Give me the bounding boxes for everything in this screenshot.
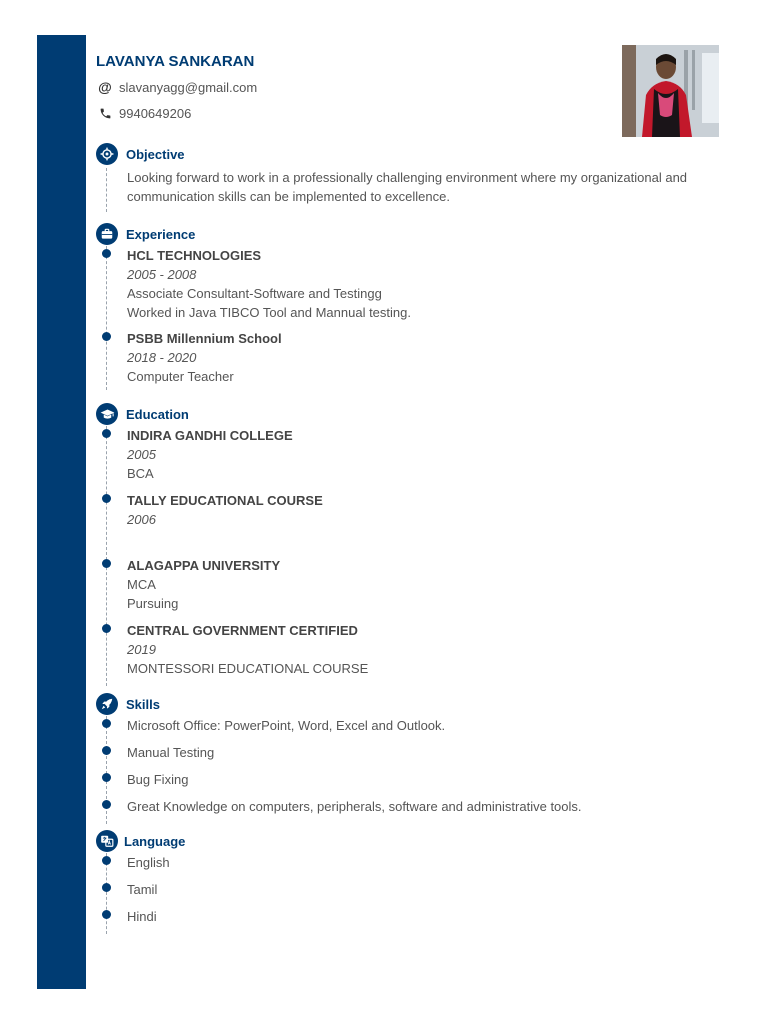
email-text[interactable]: slavanyagg@gmail.com (119, 79, 258, 95)
education-heading (96, 402, 368, 426)
timeline-dot (102, 494, 111, 503)
language-item (96, 853, 185, 880)
timeline-dot (102, 773, 111, 782)
objective-section (96, 142, 725, 212)
education-item (96, 556, 368, 621)
skills-section (96, 692, 582, 824)
language-item (96, 880, 185, 907)
timeline-dot (102, 249, 111, 258)
language-item (96, 907, 185, 934)
language-text: Tamil (127, 882, 158, 897)
timeline-dot (102, 559, 111, 568)
skill-item (96, 716, 582, 743)
language-text: Hindi (127, 909, 157, 924)
education-org: TALLY EDUCATIONAL COURSE (127, 493, 323, 508)
language-heading (96, 829, 185, 853)
timeline-dot (102, 624, 111, 633)
rocket-icon (96, 693, 118, 715)
timeline-dot (102, 856, 111, 865)
experience-heading (96, 222, 411, 246)
timeline-dot (102, 800, 111, 809)
skill-item (96, 797, 582, 824)
skill-item (96, 770, 582, 797)
timeline-dot (102, 746, 111, 755)
education-section (96, 402, 368, 686)
experience-item (96, 329, 411, 390)
education-title: Education (126, 406, 189, 422)
skill-text: Manual Testing (127, 745, 215, 760)
resume-header (96, 50, 257, 126)
language-title: Language (124, 833, 186, 849)
education-item (96, 621, 368, 686)
skill-text: Microsoft Office: PowerPoint, Word, Excel and Outlook. (127, 718, 446, 733)
skill-item (96, 743, 582, 770)
candidate-name: LAVANYA SANKARAN (96, 53, 255, 70)
experience-desc: Worked in Java TIBCO Tool and Mannual testing. (127, 305, 411, 320)
education-org: ALAGAPPA UNIVERSITY (127, 558, 281, 573)
skills-title: Skills (126, 696, 160, 712)
experience-org: HCL TECHNOLOGIES (127, 248, 262, 263)
experience-dates: 2005 - 2008 (127, 267, 197, 282)
timeline-dot (102, 883, 111, 892)
education-item (96, 491, 368, 556)
education-detail: Pursuing (127, 596, 179, 611)
education-year: 2019 (127, 642, 156, 657)
experience-section (96, 222, 411, 390)
education-year: 2005 (127, 447, 156, 462)
email-row (96, 74, 257, 100)
objective-text: Looking forward to work in a professionally challenging environment where my organizational and communication skills can be implemented to excellence. (127, 170, 688, 204)
at-sign-icon: @ (98, 79, 112, 95)
experience-item (96, 246, 411, 329)
experience-org: PSBB Millennium School (127, 331, 282, 346)
experience-role: Associate Consultant-Software and Testingg (127, 286, 382, 301)
objective-title: Objective (126, 146, 185, 162)
education-detail: BCA (127, 466, 154, 481)
experience-dates: 2018 - 2020 (127, 350, 197, 365)
timeline-dot (102, 910, 111, 919)
experience-title: Experience (126, 226, 196, 242)
timeline-dot (102, 719, 111, 728)
briefcase-icon (96, 223, 118, 245)
language-section (96, 829, 185, 934)
phone-row (96, 100, 257, 126)
objective-heading (96, 142, 725, 166)
education-detail: MCA (127, 577, 156, 592)
timeline-dot (102, 429, 111, 438)
phone-icon (96, 105, 114, 121)
education-year: 2006 (127, 512, 156, 527)
skill-text: Great Knowledge on computers, peripherals, software and administrative tools. (127, 799, 582, 814)
profile-photo (622, 45, 719, 137)
education-detail: MONTESSORI EDUCATIONAL COURSE (127, 661, 369, 676)
timeline-dot (102, 332, 111, 341)
language-text: English (127, 855, 170, 870)
sidebar-band (37, 35, 86, 989)
education-org: CENTRAL GOVERNMENT CERTIFIED (127, 623, 358, 638)
education-org: INDIRA GANDHI COLLEGE (127, 428, 293, 443)
skills-heading (96, 692, 582, 716)
graduation-cap-icon (96, 403, 118, 425)
phone-text[interactable]: 9940649206 (119, 105, 192, 121)
translate-icon (96, 830, 118, 852)
education-item (96, 426, 368, 491)
skill-text: Bug Fixing (127, 772, 189, 787)
experience-role: Computer Teacher (127, 369, 234, 384)
target-icon (96, 143, 118, 165)
